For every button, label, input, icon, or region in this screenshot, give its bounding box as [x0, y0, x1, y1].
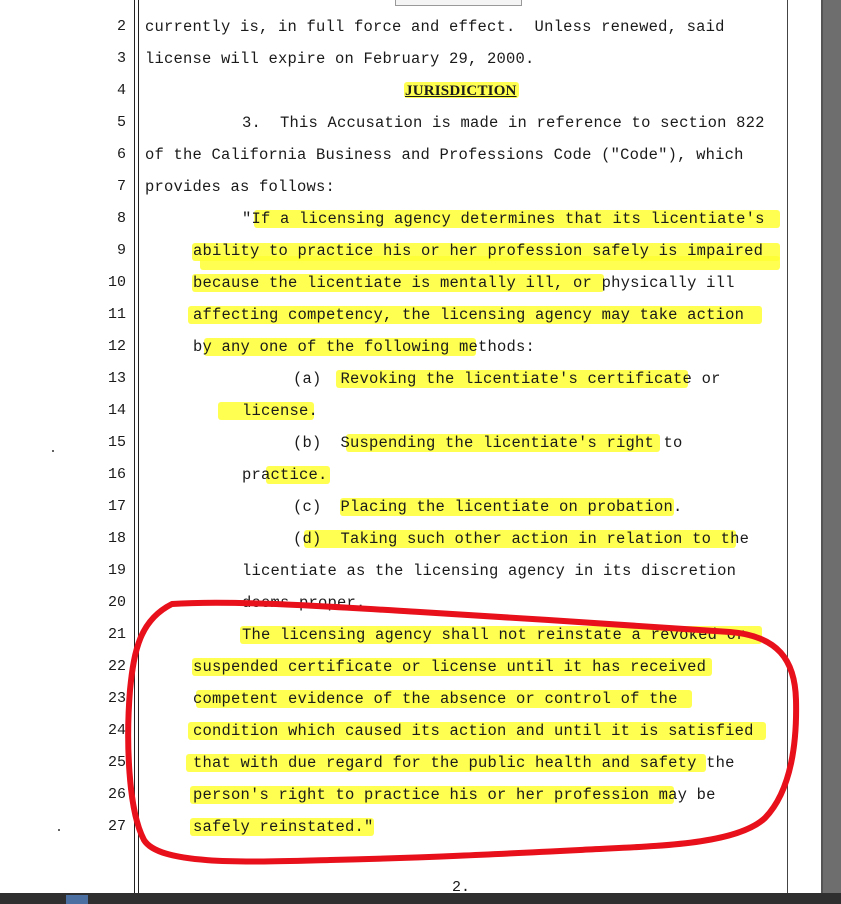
line-number: 14: [107, 402, 126, 419]
text-line: of the California Business and Professions Code ("Code"), which: [145, 146, 744, 164]
line-number: 2: [116, 18, 126, 35]
text-line: license will expire on February 29, 2000.: [145, 50, 535, 68]
text-line: (b) Suspending the licentiate's right to: [293, 434, 683, 452]
line-number: 8: [116, 210, 126, 227]
line-number: 4: [116, 82, 126, 99]
text-line: competent evidence of the absence or control of the: [193, 690, 678, 708]
line-number: 5: [116, 114, 126, 131]
text-line: 3. This Accusation is made in reference to section 822: [242, 114, 765, 132]
text-line: affecting competency, the licensing agency may take action: [193, 306, 745, 324]
text-line: provides as follows:: [145, 178, 336, 196]
line-number: 10: [107, 274, 126, 291]
line-number: 12: [107, 338, 126, 355]
line-number: 18: [107, 530, 126, 547]
line-number: 17: [107, 498, 126, 515]
line-number: 11: [107, 306, 126, 323]
text-line: (a) Revoking the licentiate's certificate or: [293, 370, 721, 388]
line-number: 7: [116, 178, 126, 195]
text-line: because the licentiate is mentally ill, or physically ill: [193, 274, 735, 292]
text-line: "If a licensing agency determines that its licentiate's: [242, 210, 765, 228]
line-number: 21: [107, 626, 126, 643]
text-line: practice.: [242, 466, 328, 484]
line-number: 24: [107, 722, 126, 739]
line-number: 16: [107, 466, 126, 483]
line-number: 22: [107, 658, 126, 675]
line-number: 19: [107, 562, 126, 579]
line-number: 20: [107, 594, 126, 611]
line-number: 25: [107, 754, 126, 771]
text-line: (c) Placing the licentiate on probation.: [293, 498, 683, 516]
line-number: 13: [107, 370, 126, 387]
text-line: ability to practice his or her profession safely is impaired: [193, 242, 764, 260]
text-line: (d) Taking such other action in relation to the: [293, 530, 750, 548]
text-line: by any one of the following methods:: [193, 338, 536, 356]
line-number: 15: [107, 434, 126, 451]
line-number: 23: [107, 690, 126, 707]
page-number: 2.: [452, 879, 471, 896]
text-line: condition which caused its action and until it is satisfied: [193, 722, 754, 740]
text-line: licentiate as the licensing agency in its discretion: [242, 562, 737, 580]
text-line: The licensing agency shall not reinstate a revoked or: [242, 626, 746, 644]
line-number: 6: [116, 146, 126, 163]
text-line: that with due regard for the public health and safety the: [193, 754, 735, 772]
text-line: license.: [242, 402, 319, 420]
line-number: 26: [107, 786, 126, 803]
line-number: 27: [107, 818, 126, 835]
text-line: person's right to practice his or her profession may be: [193, 786, 716, 804]
text-line: safely reinstated.": [193, 818, 374, 836]
line-number: 9: [116, 242, 126, 259]
text-line: deems proper.: [242, 594, 366, 612]
line-number: 3: [116, 50, 126, 67]
text-line: suspended certificate or license until it has received: [193, 658, 707, 676]
section-heading: JURISDICTION: [405, 83, 517, 99]
text-line: currently is, in full force and effect. Unless renewed, said: [145, 18, 725, 36]
